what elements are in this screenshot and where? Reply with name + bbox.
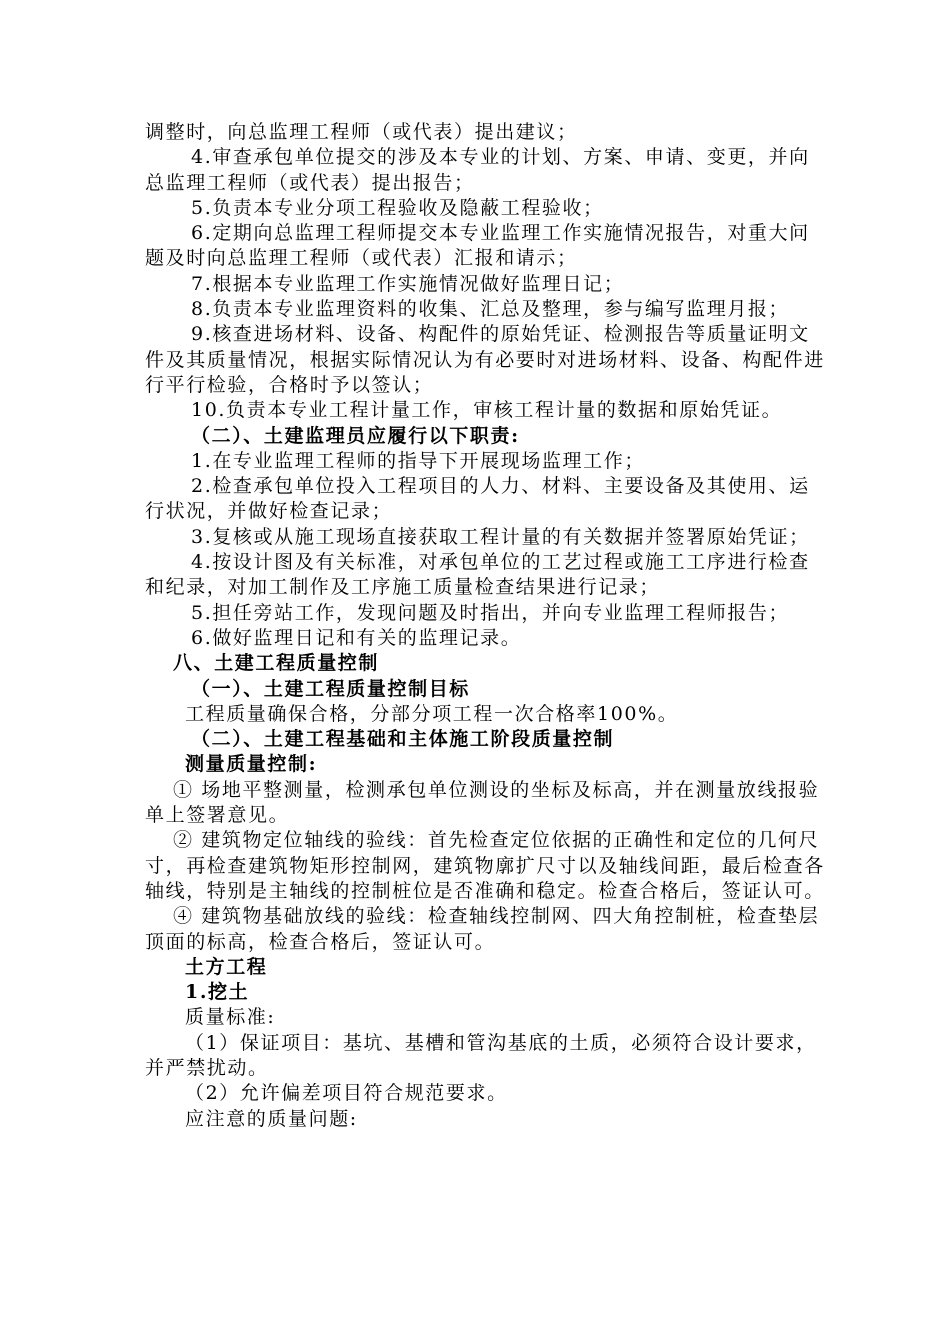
inspector-item-6: 6.做好监理日记和有关的监理记录。 (191, 626, 522, 649)
subheading-survey-control: 测量质量控制: (185, 753, 318, 776)
inspector-item-4: 4.按设计图及有关标准，对承包单位的工艺过程或施工工序进行检查和纪录，对加工制作及工序施工质量检查结果进行记录； (145, 551, 810, 599)
duty-item-8: 8.负责本专业监理资料的收集、汇总及整理，参与编写监理月报； (191, 298, 790, 321)
duty-item-6: 6.定期向总监理工程师提交本专业监理工作实施情况报告，对重大问题及时向总监理工程师（或代表）汇报和请示； (145, 222, 810, 270)
inspector-item-2: 2.检查承包单位投入工程项目的人力、材料、主要设备及其使用、运行状况，并做好检查记录； (145, 475, 810, 523)
inspector-item-5: 5.担任旁站工作，发现问题及时指出，并向专业监理工程师报告； (191, 601, 790, 624)
survey-item-1: ① 场地平整测量，检测承包单位测设的坐标及标高，并在测量放线报验单上签署意见。 (145, 778, 820, 827)
paragraph-continuation: 调整时，向总监理工程师（或代表）提出建议； (145, 121, 578, 143)
label-quality-standard: 质量标准: (185, 1006, 276, 1029)
duty-item-9: 9.核查进场材料、设备、构配件的原始凭证、检测报告等质量证明文件及其质量情况，根据实际情况认为有必要时对进场材料、设备、构配件进行平行检验，合格时予以签认； (145, 323, 825, 396)
duty-item-5: 5.负责本专业分项工程验收及隐蔽工程验收； (191, 196, 604, 219)
section-heading-inspector-duties: （二）、土建监理员应履行以下职责: (191, 424, 520, 447)
section-heading-foundation-stage: （二）、土建工程基础和主体施工阶段质量控制 (191, 728, 615, 751)
standard-item-1: （1）保证项目：基坑、基槽和管沟基底的土质，必须符合设计要求，并严禁扰动。 (145, 1031, 817, 1079)
subheading-earthwork: 土方工程 (185, 955, 268, 978)
duty-item-4: 4.审查承包单位提交的涉及本专业的计划、方案、申请、变更，并向总监理工程师（或代表）提出报告； (145, 146, 810, 194)
standard-item-2: （2）允许偏差项目符合规范要求。 (185, 1082, 508, 1105)
survey-item-4: ④ 建筑物基础放线的验线：检查轴线控制网、四大角控制桩，检查垫层顶面的标高，检查合格后，签证认可。 (145, 905, 820, 953)
inspector-item-3: 3.复核或从施工现场直接获取工程计量的有关数据并签署原始凭证； (191, 525, 810, 548)
document-page (145, 120, 825, 1132)
duty-item-7: 7.根据本专业监理工作实施情况做好监理日记； (191, 272, 625, 295)
subheading-excavation: 1.挖土 (185, 981, 250, 1004)
label-quality-issues: 应注意的质量问题: (185, 1107, 358, 1130)
survey-item-2: ② 建筑物定位轴线的验线：首先检查定位依据的正确性和定位的几何尺寸，再检查建筑物矩形控制网，建筑物廓扩尺寸以及轴线间距，最后检查各轴线，特别是主轴线的控制桩位是否准确和稳定。检查合格后，签证认可。 (145, 829, 825, 902)
section-heading-quality-target: （一）、土建工程质量控制目标 (191, 677, 470, 700)
chapter-heading-quality-control: 八、土建工程质量控制 (173, 652, 380, 675)
duty-item-10: 10.负责本专业工程计量工作，审核工程计量的数据和原始凭证。 (191, 399, 783, 422)
inspector-item-1: 1.在专业监理工程师的指导下开展现场监理工作； (191, 449, 645, 472)
quality-target-text: 工程质量确保合格，分部分项工程一次合格率100%。 (185, 702, 679, 725)
